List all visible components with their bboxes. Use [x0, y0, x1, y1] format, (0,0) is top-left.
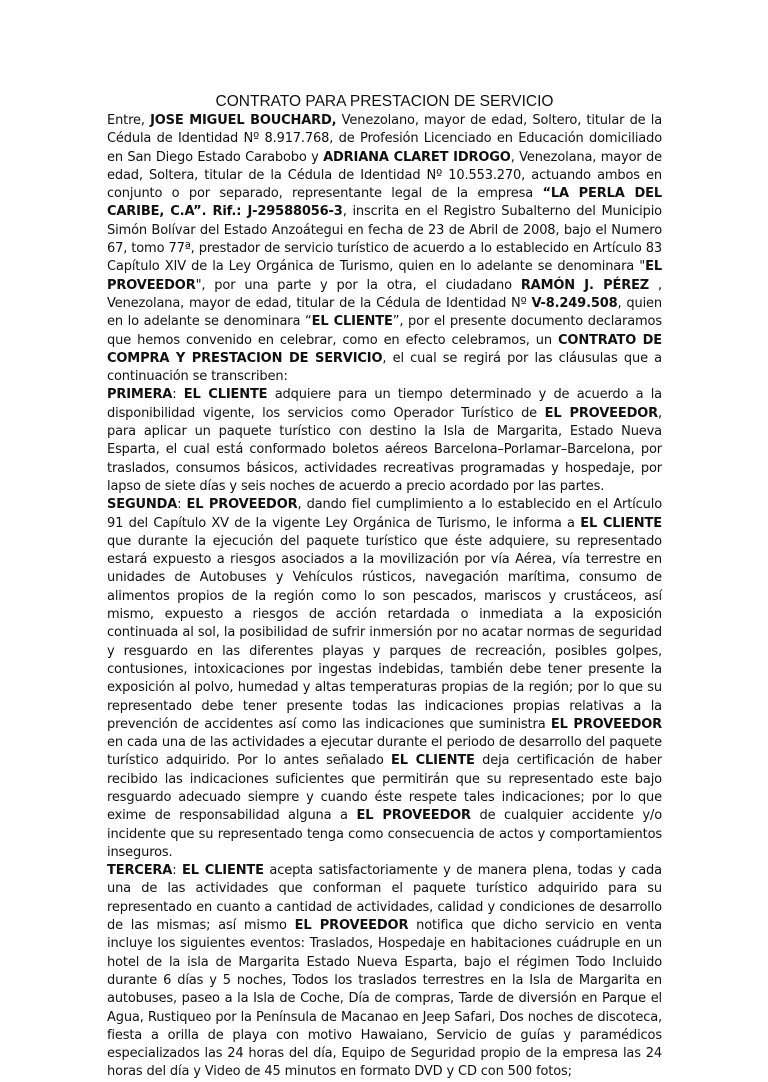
- clause-text: de cualquier accidente y/o incidente que su representado tenga como consecuencia de actos y comportamientos inseguros.: [107, 808, 663, 860]
- intro-text: , Venezolana, mayor de edad, Soltera, titular de la Cédula de Identidad Nº 10.553.270, actuando ambos en conjunto o por separado, representante legal de la empresa: [107, 149, 662, 202]
- role-name: EL CLIENTE: [183, 387, 268, 403]
- clause-text: , dando fiel cumplimiento a lo establecido en el Artículo 91 del Capítulo XV de la vigente Ley Orgánica de Turismo, le informa a: [107, 497, 662, 531]
- clause-primera: [107, 386, 662, 496]
- intro-text: , inscrita en el Registro Subalterno del Municipio Simón Bolívar del Estado Anzoátegui en fecha de 23 de Abril de 2008, bajo el Numero 67, tomo 77ª, prestador de servicio turístico de acuerdo a lo establecido en Artículo 83 Capítulo XIV de la Ley Orgánica de Turismo, quien en lo adelante se denominara ": [107, 204, 662, 275]
- clause-heading: TERCERA: [107, 863, 173, 879]
- clause-segunda: [107, 496, 662, 862]
- party-name: ADRIANA CLARET IDROGO: [323, 149, 511, 165]
- company-name: “LA PERLA DEL CARIBE, C.A”. Rif.: J-29588056-3: [107, 186, 662, 220]
- id-number: V-8.249.508: [531, 295, 618, 311]
- intro-text: , Venezolana, mayor de edad, titular de la Cédula de Identidad Nº: [107, 277, 662, 311]
- clause-text: :: [172, 387, 184, 403]
- role-name: EL CLIENTE: [391, 753, 475, 769]
- clause-text: que durante la ejecución del paquete turístico que éste adquiere, su representado estará expuesto a riesgos asociados a la movilización por vía Aérea, vía terrestre en unidades de Autobuses y Vehículos rústicos, navegación marítima, consumo de alimentos propios de la región como lo son pescados, mariscos y crustáceos, así mismo, expuesto a riesgos de acción retardada o inmediata a la exposición continuada al sol, la posibilidad de sufrir inmersión por no acatar normas de seguridad y resguardo en las diferentes playas y parques de recreación, posibles golpes, contusiones, intoxicaciones por ingestas indebidas, también debe tener presente la exposición al polvo, humedad y altas temperaturas propias de la región; por lo que su representado debe tener presente todas las indicaciones propias relativas a la prevención de accidentes así como las indicaciones que suministra: [107, 533, 662, 732]
- intro-text: Venezolano, mayor de edad, Soltero, titular de la Cédula de Identidad Nº 8.917.768, de Profesión Licenciado en Educación domiciliado en San Diego Estado Carabobo y: [107, 113, 663, 165]
- clause-text: adquiere para un tiempo determinado y de acuerdo a la disponibilidad vigente, los servicios como Operador Turístico de: [107, 387, 662, 421]
- clause-text: notifica que dicho servicio en venta incluye los siguientes eventos: Traslados, Hospedaje en habitaciones cuádruple en un hotel de la isla de Margarita Estado Nueva Esparta, bajo el régimen Todo Incluido durante 6 días y 5 noches, Todos los traslados terrestres en la Isla de Margarita en autobuses, paseo a la Isla de Coche, Día de compras, Tarde de diversión en Parque el Agua, Rustiqueo por la Península de Macanao en Jeep Safari, Dos noches de discoteca, fiesta a orilla de playa con motivo Hawaiano, Servicio de guías y paramédicos especializados las 24 horas del día, Equipo de Seguridad propio de la empresa las 24 horas del día y Video de 45 minutos en formato DVD y CD con 500 fotos;: [107, 918, 662, 1080]
- intro-text: ", por una parte y por la otra, el ciudadano: [195, 277, 521, 293]
- intro-text: , quien en lo adelante se denominara “: [107, 295, 662, 330]
- party-name: RAMÓN J. PÉREZ: [520, 277, 650, 293]
- clause-text: :: [177, 497, 187, 513]
- clause-text: :: [172, 863, 182, 879]
- clause-text: acepta satisfactoriamente y de manera plena, todas y cada una de las actividades que conforman el paquete turístico adquirido para su representado en cuanto a cantidad de actividades, calidad y condiciones de desarrollo de las mismas; así mismo: [107, 863, 662, 934]
- role-name: EL PROVEEDOR: [294, 918, 409, 934]
- clause-heading: SEGUNDA: [107, 497, 178, 513]
- clause-tercera: [107, 862, 662, 1082]
- role-name: EL PROVEEDOR: [186, 497, 298, 513]
- clause-heading: PRIMERA: [107, 387, 173, 403]
- role-name: EL PROVEEDOR: [107, 259, 662, 293]
- intro-text: ”, por el presente documento declaramos que hemos convenido en celebrar, como en efecto celebramos, un: [107, 314, 662, 348]
- contract-name: CONTRATO DE COMPRA Y PRESTACION DE SERVICIO: [107, 332, 662, 366]
- role-name: EL CLIENTE: [181, 863, 264, 879]
- role-name: EL PROVEEDOR: [356, 808, 471, 824]
- role-name: EL CLIENTE: [311, 314, 393, 330]
- clause-text: en cada una de las actividades a ejecutar durante el periodo de desarrollo del paquete turístico adquirido. Por lo antes señalado: [107, 735, 662, 769]
- party-name: JOSE MIGUEL BOUCHARD,: [150, 113, 337, 128]
- role-name: EL PROVEEDOR: [550, 716, 662, 732]
- intro-paragraph: [107, 112, 662, 386]
- clause-text: deja certificación de haber recibido las indicaciones suficientes que permitirán que su representado este bajo resguardo adecuado siempre y cuando éste respete tales indicaciones; por lo que exime de responsabilidad alguna a: [107, 753, 662, 824]
- intro-text: , el cual se regirá por las cláusulas que a continuación se transcriben:: [107, 350, 662, 385]
- intro-text: Entre,: [107, 113, 151, 128]
- clause-text: , para aplicar un paquete turístico con destino la Isla de Margarita, Estado Nueva Esparta, el cual está conformado boletos aéreos Barcelona–Porlamar–Barcelona, por traslados, consumos básicos, actividades recreativas programadas y hospedaje, por lapso de siete días y seis noches de acuerdo a precio acordado por las partes.: [107, 405, 662, 494]
- role-name: EL CLIENTE: [580, 515, 662, 531]
- role-name: EL PROVEEDOR: [544, 405, 659, 421]
- document-title: CONTRATO PARA PRESTACION DE SERVICIO: [215, 93, 554, 110]
